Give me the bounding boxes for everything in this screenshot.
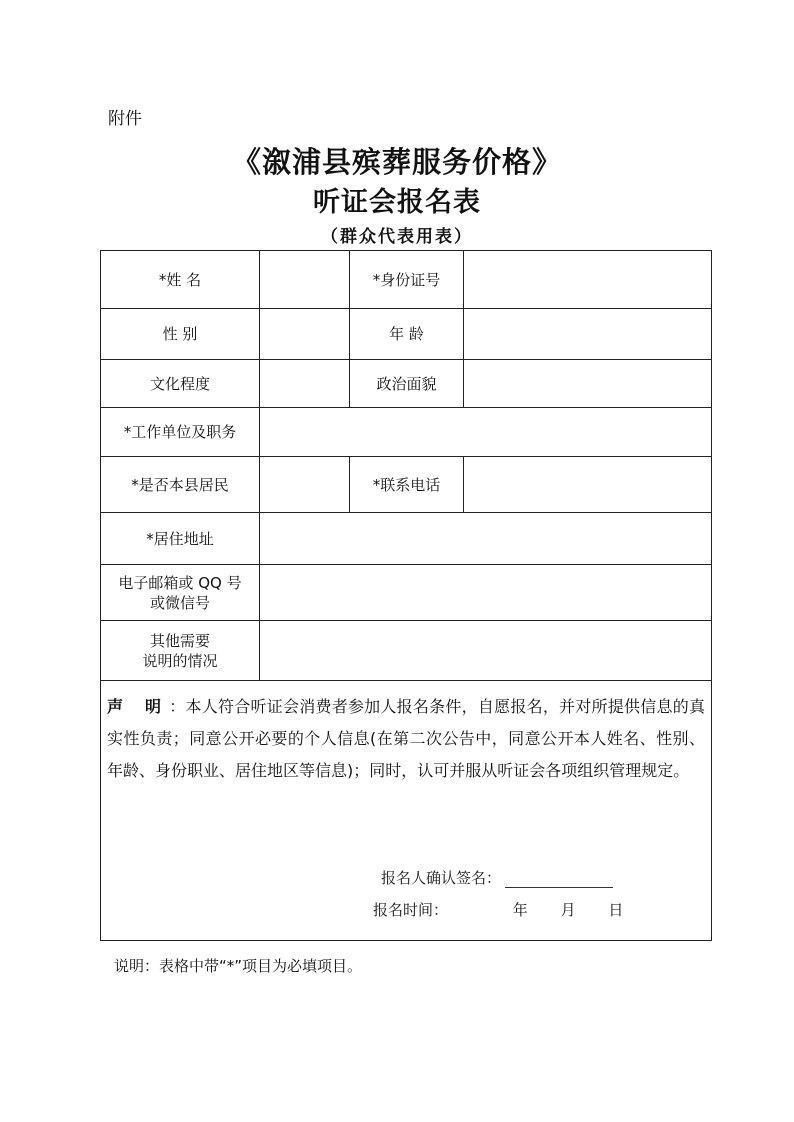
declaration-text: ：本人符合听证会消费者参加人报名条件，自愿报名，并对所提供信息的真实性负责；同意公开必要的个人信息(在第二次公告中，同意公开本人姓名、性别、年龄、身份职业、居住地区等信息)；同时，认可并服从听证会各项组织管理规定。: [107, 697, 705, 780]
other-info-label-line1: 其他需要: [149, 631, 210, 650]
other-info-label-line2: 说明的情况: [142, 651, 218, 670]
registration-form: [100, 250, 712, 941]
age-field[interactable]: [464, 309, 712, 360]
registration-time-line: [373, 899, 623, 920]
year-label: 年: [512, 901, 528, 919]
attachment-label: 附件: [108, 109, 142, 129]
other-info-label: [101, 621, 260, 681]
resident-field[interactable]: [260, 457, 350, 513]
name-field[interactable]: [260, 251, 350, 309]
other-info-field[interactable]: [260, 621, 712, 681]
political-status-label: 政治面貌: [350, 360, 464, 408]
id-number-label: *身份证号: [350, 251, 464, 309]
contact-label-line1: 电子邮箱或 QQ 号: [118, 573, 242, 592]
age-label: 年 龄: [350, 309, 464, 360]
education-field[interactable]: [260, 360, 350, 408]
work-unit-field[interactable]: [260, 408, 712, 457]
time-label: 报名时间：: [373, 901, 449, 919]
footnote: 说明：表格中带“*”项目为必填项目。: [114, 957, 363, 975]
education-label: 文化程度: [101, 360, 260, 408]
political-status-field[interactable]: [464, 360, 712, 408]
contact-label-line2: 或微信号: [149, 593, 210, 612]
address-field[interactable]: [260, 513, 712, 565]
declaration-section: [101, 681, 712, 941]
day-label: 日: [608, 901, 624, 919]
phone-field[interactable]: [464, 457, 712, 513]
signature-line: [381, 867, 613, 888]
phone-label: *联系电话: [350, 457, 464, 513]
declaration-text-block: [101, 681, 711, 787]
gender-field[interactable]: [260, 309, 350, 360]
document-subtitle: 听证会报名表: [313, 187, 481, 218]
id-number-field[interactable]: [464, 251, 712, 309]
resident-label: *是否本县居民: [101, 457, 260, 513]
signature-label: 报名人确认签名：: [381, 869, 502, 887]
contact-field[interactable]: [260, 565, 712, 621]
contact-label: [101, 565, 260, 621]
form-type-label: （群众代表用表）: [321, 227, 473, 247]
name-label: *姓 名: [101, 251, 260, 309]
month-label: 月: [560, 901, 576, 919]
document-title: 《溆浦县殡葬服务价格》: [231, 145, 562, 179]
gender-label: 性 别: [101, 309, 260, 360]
address-label: *居住地址: [101, 513, 260, 565]
signature-field[interactable]: [505, 871, 613, 888]
work-unit-label: *工作单位及职务: [101, 408, 260, 457]
declaration-heading: 声 明: [107, 697, 170, 716]
